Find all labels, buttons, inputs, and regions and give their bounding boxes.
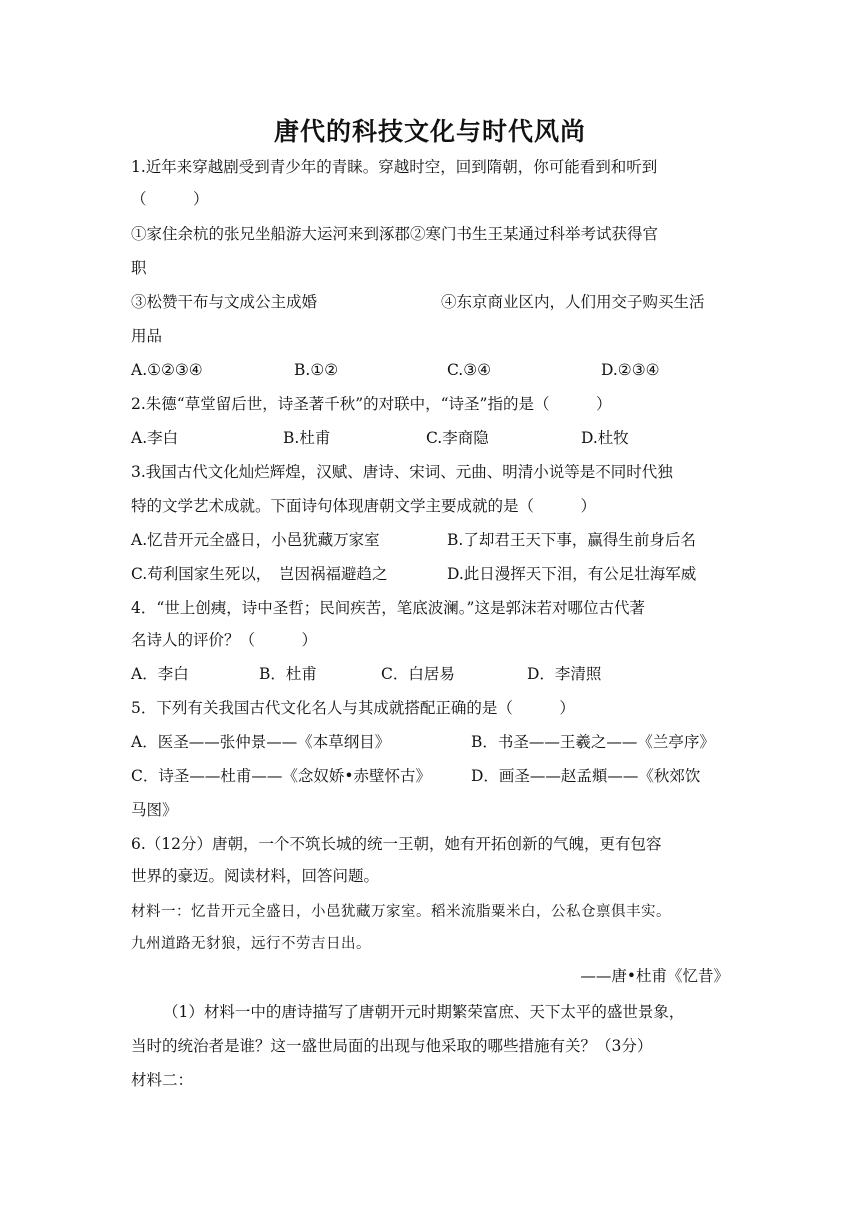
q6-material1-line1: 材料一：忆昔开元全盛日，小邑犹藏万家室。稻米流脂粟米白，公私仓禀俱丰实。 xyxy=(131,904,671,920)
q5-stem: 5．下列有关我国古代文化名人与其成就搭配正确的是（ ） xyxy=(131,699,575,717)
q6-stem-line2: 世界的豪迈。阅读材料，回答问题。 xyxy=(131,867,380,885)
page-title: 唐代的科技文化与时代风尚 xyxy=(273,117,586,146)
q4-stem-line2: 名诗人的评价？（ ） xyxy=(131,631,318,649)
q5-option-d-line2: 马图》 xyxy=(131,801,178,819)
q4-option-a: A．李白 xyxy=(131,665,189,683)
q4-option-d: D．李清照 xyxy=(527,665,602,683)
q3-option-b: B.了却君王天下事，赢得生前身后名 xyxy=(447,531,696,549)
q1-stem-line1: 1.近年来穿越剧受到青少年的青睐。穿越时空，回到隋朝，你可能看到和听到 xyxy=(131,158,658,176)
q2-option-c: C.李商隐 xyxy=(426,429,489,447)
q5-option-b: B．书圣——王羲之——《兰亭序》 xyxy=(471,733,715,751)
q3-option-a: A.忆昔开元全盛日，小邑犹藏万家室 xyxy=(131,531,380,549)
q1-option-b: B.①② xyxy=(294,361,339,379)
q5-option-a: A．医圣——张仲景——《本草纲目》 xyxy=(131,733,391,751)
q4-option-c: C．白居易 xyxy=(381,665,455,683)
q6-sub1-line2: 当时的统治者是谁？这一盛世局面的出现与他采取的哪些措施有关？（3分） xyxy=(131,1037,653,1055)
q1-option-a: A.①②③④ xyxy=(131,361,203,379)
q2-option-a: A.李白 xyxy=(131,429,179,447)
q3-stem-line2: 特的文学艺术成就。下面诗句体现唐朝文学主要成就的是（ ） xyxy=(131,497,597,515)
q1-item1-line1: ①家住余杭的张兄坐船游大运河来到涿郡②寒门书生王某通过科举考试获得官 xyxy=(131,225,659,243)
q6-material1-line2: 九州道路无豺狼，远行不劳吉日出。 xyxy=(131,936,371,952)
q3-option-d: D.此日漫挥天下泪，有公足壮海军威 xyxy=(447,565,697,583)
q5-option-d-line1: D．画圣——赵孟頫——《秋郊饮 xyxy=(471,767,701,785)
q3-stem-line1: 3.我国古代文化灿烂辉煌，汉赋、唐诗、宋词、元曲、明清小说等是不同时代独 xyxy=(131,463,673,481)
q1-option-d: D.②③④ xyxy=(601,361,660,379)
q1-item1-line2: 职 xyxy=(131,259,147,277)
q6-sub1-line1: （1）材料一中的唐诗描写了唐朝开元时期繁荣富庶、天下太平的盛世景象， xyxy=(163,1003,685,1021)
q6-material1-source: ——唐•杜甫《忆昔》 xyxy=(580,967,729,985)
q6-stem-line1: 6.（12分）唐朝，一个不筑长城的统一王朝，她有开拓创新的气魄，更有包容 xyxy=(131,835,662,853)
q5-option-c: C．诗圣——杜甫——《念奴娇•赤壁怀古》 xyxy=(131,767,432,785)
q1-item4-line2: 用品 xyxy=(131,327,163,345)
q2-stem: 2.朱德“草堂留后世，诗圣著千秋”的对联中，“诗圣”指的是（ ） xyxy=(131,395,612,413)
q1-stem-line2: （ ） xyxy=(131,190,209,208)
q2-option-d: D.杜牧 xyxy=(581,429,629,447)
q2-option-b: B.杜甫 xyxy=(283,429,331,447)
q4-option-b: B．杜甫 xyxy=(259,665,317,683)
q1-option-c: C.③④ xyxy=(447,361,492,379)
q4-stem-line1: 4．“世上创痍，诗中圣哲；民间疾苦，笔底波澜。”这是郭沫若对哪位古代著 xyxy=(131,599,645,617)
q1-item3: ③松赞干布与文成公主成婚 xyxy=(131,293,318,311)
q6-material2-label: 材料二： xyxy=(131,1071,194,1089)
q1-item4-line1: ④东京商业区内，人们用交子购买生活 xyxy=(441,293,705,311)
q3-option-c: C.苟利国家生死以， 岂因祸福避趋之 xyxy=(131,565,388,583)
